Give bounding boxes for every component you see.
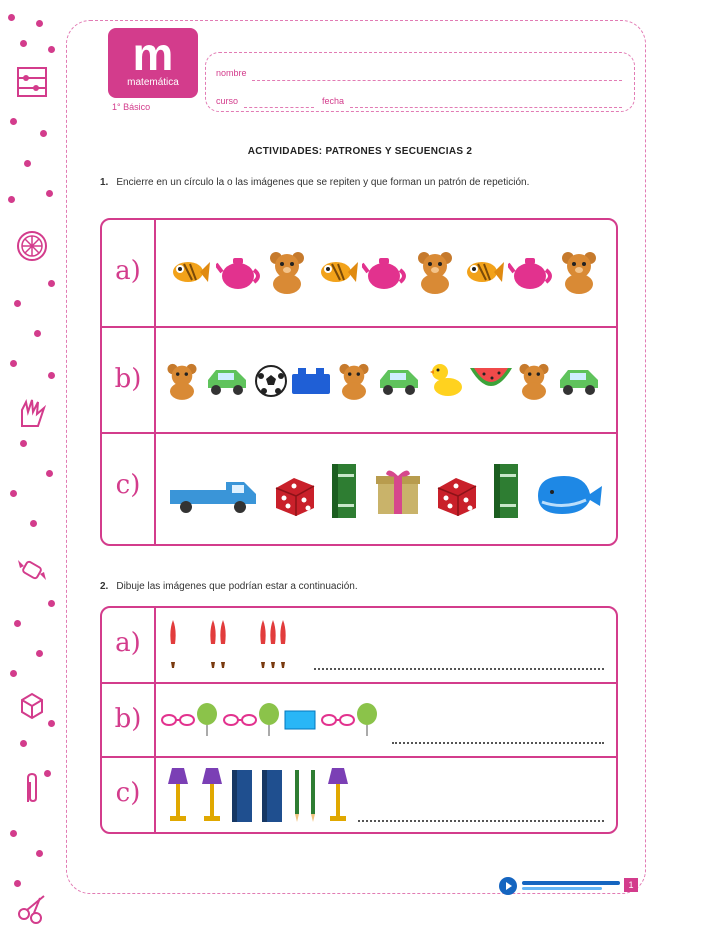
answer-line[interactable] — [314, 668, 604, 670]
soccer-ball-icon[interactable] — [254, 364, 288, 398]
row-letter: a) — [115, 628, 141, 658]
whale-icon[interactable] — [534, 472, 604, 516]
question-1 — [100, 176, 640, 189]
glasses-icon[interactable] — [222, 710, 258, 730]
logo-subject: matemática — [127, 77, 179, 88]
bowling-pin-1[interactable] — [166, 618, 180, 674]
duck-icon[interactable] — [428, 362, 464, 398]
name-label: nombre — [216, 68, 247, 78]
car-icon[interactable] — [556, 366, 602, 398]
bowling-pin-2[interactable] — [206, 618, 230, 674]
table-row — [102, 432, 616, 542]
teddy-bear-icon[interactable] — [164, 362, 200, 400]
table-row — [102, 220, 616, 326]
balloon-icon[interactable] — [258, 702, 280, 738]
bowling-pin-3[interactable] — [256, 618, 290, 674]
fish-icon[interactable] — [314, 252, 358, 292]
subject-logo — [108, 28, 198, 98]
table-row — [102, 756, 616, 832]
rectangle-icon[interactable] — [284, 710, 316, 730]
pencil-icon[interactable] — [292, 768, 302, 824]
play-circle-icon — [498, 876, 518, 896]
table-row — [102, 326, 616, 434]
grade-label: 1° Básico — [112, 102, 151, 112]
glasses-icon[interactable] — [320, 710, 356, 730]
question-number: 1. — [100, 177, 109, 188]
publisher-wordmark — [522, 879, 622, 893]
scissors-icon — [14, 890, 50, 926]
logo-letter: m — [132, 28, 174, 80]
row-letter: a) — [115, 256, 141, 286]
student-info-box — [205, 52, 635, 112]
paperclip-icon — [14, 770, 50, 806]
name-line[interactable] — [252, 80, 622, 81]
row-letter: b) — [114, 364, 142, 394]
answer-line[interactable] — [392, 742, 604, 744]
book-icon[interactable] — [490, 462, 522, 520]
cube-icon — [14, 686, 50, 722]
glasses-icon[interactable] — [160, 710, 196, 730]
candy-icon — [14, 552, 50, 588]
question-text: Encierre en un círculo la o las imágenes que se repiten y que forman un patrón de repetición. — [116, 177, 530, 188]
answer-line[interactable] — [358, 820, 604, 822]
teddy-bear-icon[interactable] — [266, 250, 308, 294]
question-number: 2. — [100, 581, 109, 592]
question-2 — [100, 580, 640, 593]
lamp-icon[interactable] — [164, 766, 192, 824]
course-line[interactable] — [244, 107, 314, 108]
lamp-icon[interactable] — [198, 766, 226, 824]
orange-slice-icon — [14, 228, 50, 264]
fish-icon[interactable] — [166, 252, 210, 292]
row-letter: c) — [115, 778, 141, 808]
balloon-icon[interactable] — [356, 702, 378, 738]
pencil-icon[interactable] — [308, 768, 318, 824]
car-icon[interactable] — [204, 366, 250, 398]
fish-icon[interactable] — [460, 252, 504, 292]
car-icon[interactable] — [376, 366, 422, 398]
teapot-icon[interactable] — [216, 252, 262, 292]
gift-icon[interactable] — [374, 466, 422, 516]
page-title: ACTIVIDADES: PATRONES Y SECUENCIAS 2 — [247, 146, 473, 157]
table-row — [102, 608, 616, 682]
teddy-bear-icon[interactable] — [516, 362, 552, 400]
row-letter: b) — [114, 704, 142, 734]
lamp-icon[interactable] — [324, 766, 352, 824]
dice-icon[interactable] — [434, 474, 480, 518]
dice-icon[interactable] — [272, 474, 318, 518]
teddy-bear-icon[interactable] — [558, 250, 600, 294]
teddy-bear-icon[interactable] — [336, 362, 372, 400]
abacus-icon — [14, 64, 50, 100]
question-1-table — [100, 218, 618, 546]
course-label: curso — [216, 96, 239, 106]
publisher-logo — [498, 876, 622, 896]
blue-book-icon[interactable] — [260, 768, 284, 824]
balloon-icon[interactable] — [196, 702, 218, 738]
hand-icon — [14, 396, 50, 432]
teddy-bear-icon[interactable] — [414, 250, 456, 294]
date-label: fecha — [322, 96, 345, 106]
lego-brick-icon[interactable] — [290, 366, 332, 396]
question-text: Dibuje las imágenes que podrían estar a continuación. — [116, 581, 358, 592]
table-row — [102, 682, 616, 758]
watermelon-icon[interactable] — [468, 364, 514, 394]
row-letter: c) — [115, 470, 141, 500]
blue-book-icon[interactable] — [230, 768, 254, 824]
page-number: 1 — [624, 878, 638, 892]
teapot-icon[interactable] — [362, 252, 408, 292]
question-2-table — [100, 606, 618, 834]
truck-icon[interactable] — [168, 476, 258, 516]
date-line[interactable] — [350, 107, 622, 108]
book-icon[interactable] — [328, 462, 360, 520]
teapot-icon[interactable] — [508, 252, 554, 292]
